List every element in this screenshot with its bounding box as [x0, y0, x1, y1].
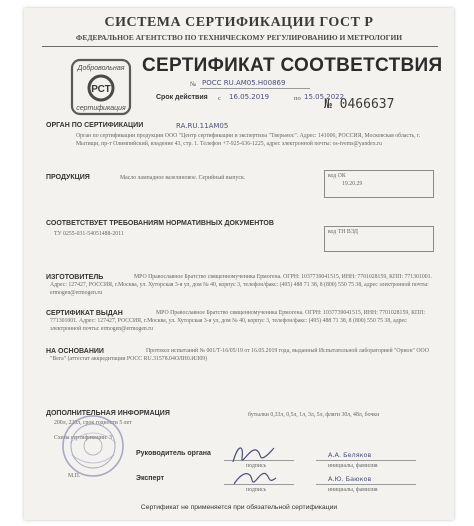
product-label: ПРОДУКЦИЯ [46, 174, 90, 181]
expert-initials-hint: инициалы, фамилия [328, 487, 378, 493]
expert-label: Эксперт [136, 475, 165, 482]
expert-signature [232, 466, 278, 490]
voluntary-certification-logo [70, 58, 132, 116]
validity-from: 16.05.2019 [229, 93, 270, 101]
compliance-doc: ТУ 0255-031-54051488-2011 [54, 231, 124, 237]
logo-text-top: Добровольная [77, 65, 125, 72]
compliance-label: СООТВЕТСТВУЕТ ТРЕБОВАНИЯМ НОРМАТИВНЫХ ДОКУМЕНТОВ [46, 220, 274, 227]
manufacturer-text: МРО Православное Братство священномученика Ермогена. ОГРН: 1037739041515, ИНН: 7701028159, КПП: 771301001. Адрес: 127427, РОССИЯ, г.Москва, ул. Хуторская 3-я ул, дом № 40, корпус 3, телефон/факс: (495) 488 71 38, 8 (800) 550 75 38, адрес электронной почты: ermogen@ermogen.ru [50, 274, 432, 296]
expert-sign-hint: подпись [246, 487, 267, 493]
cert-body-text: Орган по сертификации продукции ООО "Центр сертификации и экспертизы "Тверьмос". Адрес: 141006, РОССИЯ, Московская область, г. Мытищи, пр-т Олимпийский, владение 43, стр. 1. Телефон +7-925-636-1225, адрес электронной почты: os-tvems@yandex.ru [76, 133, 421, 147]
okp-code: 19.20.29 [342, 181, 363, 187]
system-header: СИСТЕМА СЕРТИФИКАЦИИ ГОСТ Р [104, 15, 374, 30]
head-label: Руководитель органа [136, 450, 211, 457]
issued-to-text: МРО Православное Братство священномученика Ермогена. ОГРН: 1037739041515, ИНН: 7701028159, КПП: 771301001. Адрес: 127427, РОССИЯ, г.Москва, ул. Хуторская 3-я ул, дом № 40, корпус 3, телефон/факс: (495) 488 71 38, 8 (800) 550 75 38, адрес электронной почты: ermogen@ermogen.ru [50, 310, 426, 332]
cert-body-code: RA.RU.11AM05 [176, 122, 229, 130]
product-text: Масло лампадное вазелиновое. Серийный выпуск. [120, 175, 246, 181]
validity-label: Срок действия [156, 94, 208, 101]
manufacturer-label: ИЗГОТОВИТЕЛЬ [46, 274, 104, 281]
extra-info-text-2: 200л, 220л, срок годности 5 лет [54, 420, 132, 426]
head-signature [230, 440, 276, 468]
validity-to-label: по [294, 95, 301, 102]
certificate-title: СЕРТИФИКАТ СООТВЕТСТВИЯ [142, 55, 443, 76]
reg-no: РОСС RU.AM05.H00869 [202, 79, 286, 87]
basis-text: Протокол испытаний № 001/Т-16/05/19 от 16.05.2019 года, выданный Испытательной лабораторией "Орион" ООО "Вега" (аттестат аккредитации РОСС RU.31578.04ОЛН0.ИЛ09) [50, 348, 429, 362]
validity-from-label: с [218, 95, 221, 102]
agency-header: ФЕДЕРАЛЬНОЕ АГЕНТСТВО ПО ТЕХНИЧЕСКОМУ РЕГУЛИРОВАНИЮ И МЕТРОЛОГИИ [75, 33, 403, 42]
certification-stamp [60, 413, 126, 479]
extra-info-text-1: бутылки 0,33л, 0,5л, 1л, 3л, 5л, фляги 30л, 48л, бочки [248, 412, 380, 418]
extra-info-label: ДОПОЛНИТЕЛЬНАЯ ИНФОРМАЦИЯ [46, 410, 170, 417]
logo-mark: РСТ [91, 84, 111, 95]
serial-number: № 0466637 [324, 97, 395, 112]
validity-to: 15.05.2022 [304, 93, 345, 101]
certification-scheme: Схема сертификации: 3 [54, 435, 112, 441]
header-divider [42, 46, 438, 47]
cert-body-label: ОРГАН ПО СЕРТИФИКАЦИИ [46, 122, 144, 129]
stamp-label: М.П. [68, 473, 81, 479]
expert-name: А.Ю. Баюков [328, 475, 372, 483]
head-sign-hint: подпись [246, 463, 267, 469]
logo-text-bottom: сертификация [76, 105, 126, 112]
issued-to-label: СЕРТИФИКАТ ВЫДАН [46, 310, 123, 317]
head-name: А.А. Беляков [328, 451, 372, 459]
head-name-line [316, 460, 416, 461]
tnved-label: код ТН ВЭД [328, 229, 358, 235]
certificate-sheet [24, 8, 454, 520]
reg-no-underline [200, 88, 310, 89]
okp-label: код ОК [328, 173, 346, 179]
basis-label: НА ОСНОВАНИИ [46, 348, 104, 355]
footer-note: Сертификат не применяется при обязательной сертификации [140, 504, 338, 511]
head-initials-hint: инициалы, фамилия [328, 463, 378, 469]
reg-no-label: № [190, 81, 197, 88]
expert-name-line [316, 484, 416, 485]
